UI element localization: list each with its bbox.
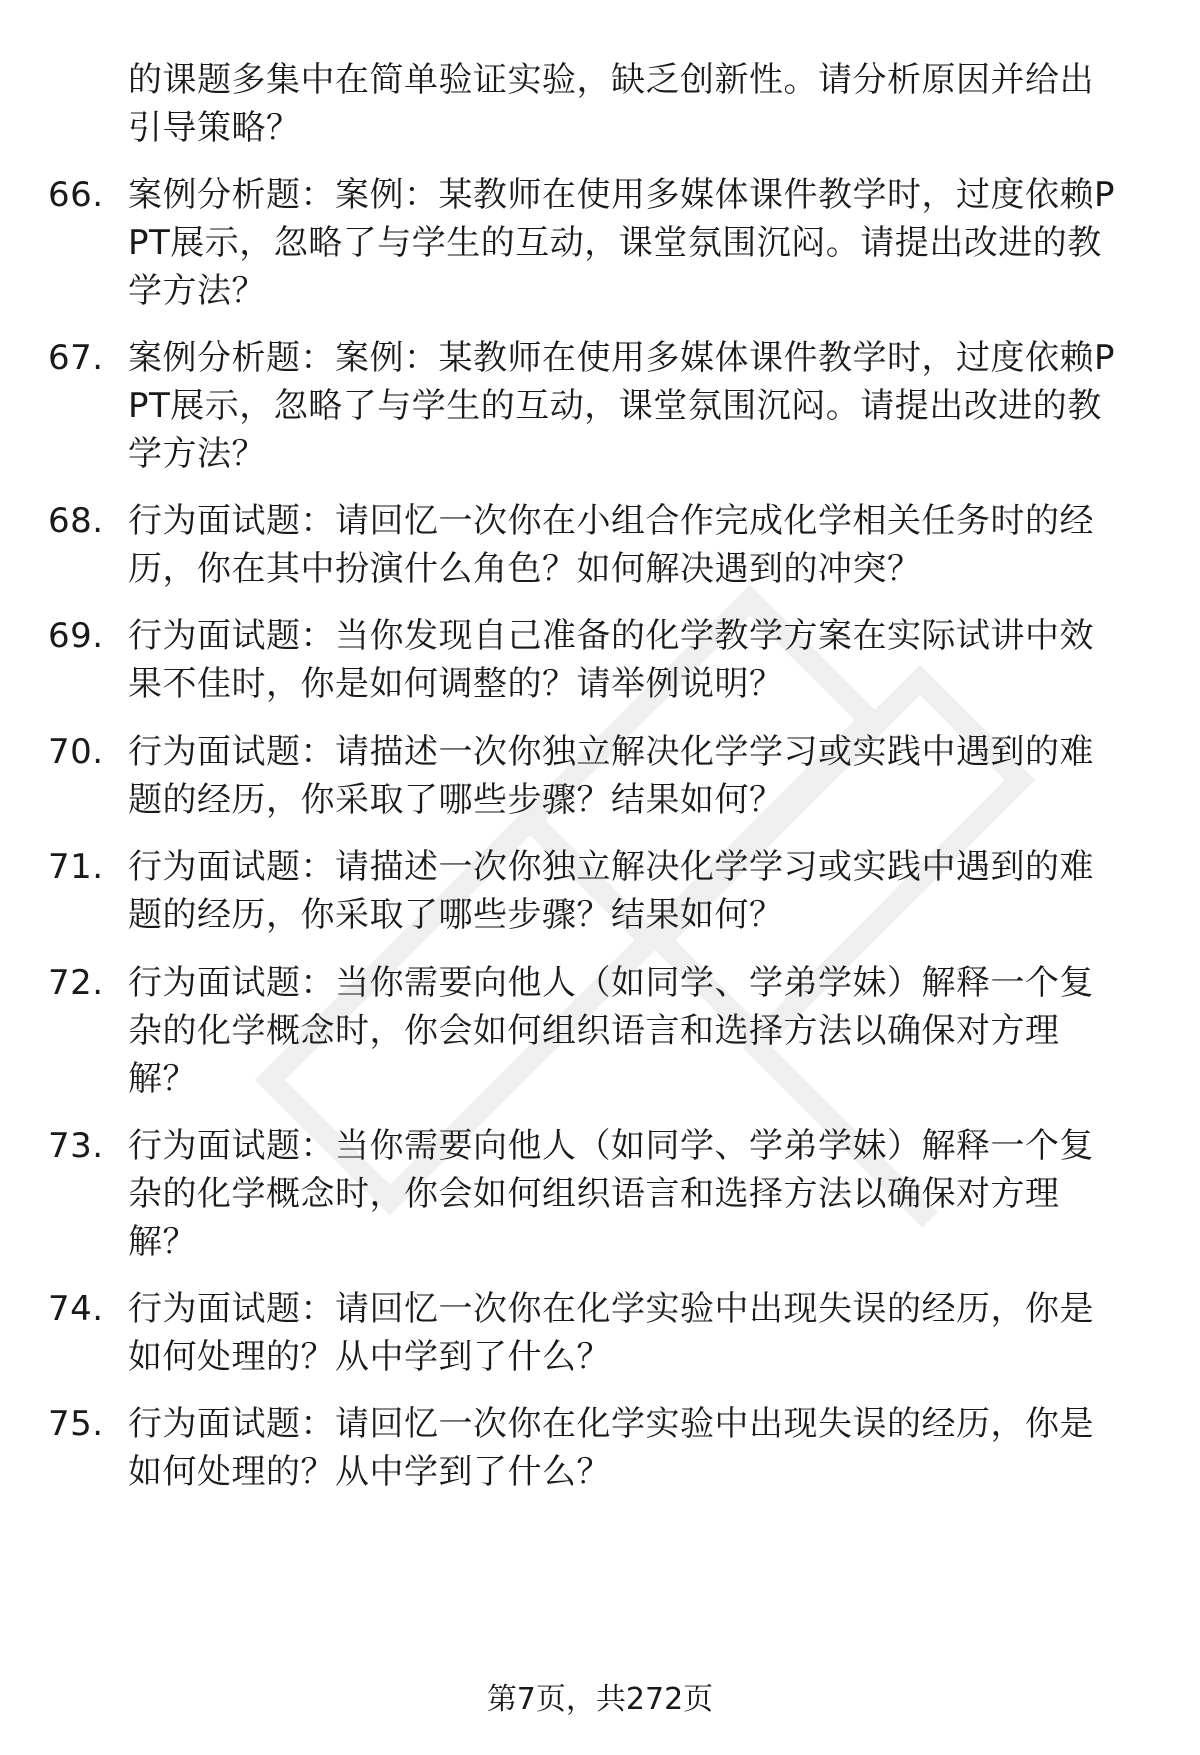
question-number: 75. [48,1404,104,1444]
question-number: 68. [48,501,104,541]
question-text: 案例分析题：案例：某教师在使用多媒体课件教学时，过度依赖PPT展示，忽略了与学生的互动，课堂氛围沉闷。请提出改进的教学方法？ [128,175,1116,311]
question-text: 行为面试题：当你发现自己准备的化学教学方案在实际试讲中效果不佳时，你是如何调整的？请举例说明？ [128,616,1094,704]
question-text: 行为面试题：当你需要向他人（如同学、学弟学妹）解释一个复杂的化学概念时，你会如何组织语言和选择方法以确保对方理解？ [128,963,1094,1099]
question-number: 66. [48,175,104,215]
question-text: 的课题多集中在简单验证实验，缺乏创新性。请分析原因并给出引导策略？ [128,60,1094,148]
question-number: 74. [48,1289,104,1329]
page-number-footer: 第7页，共272页 [486,1682,714,1717]
question-text: 行为面试题：请描述一次你独立解决化学学习或实践中遇到的难题的经历，你采取了哪些步骤？结果如何？ [128,732,1094,820]
question-number: 72. [48,963,104,1003]
question-text: 案例分析题：案例：某教师在使用多媒体课件教学时，过度依赖PPT展示，忽略了与学生的互动，课堂氛围沉闷。请提出改进的教学方法？ [128,338,1116,474]
question-text: 行为面试题：请回忆一次你在化学实验中出现失误的经历，你是如何处理的？从中学到了什么？ [128,1289,1094,1377]
question-number: 69. [48,616,104,656]
question-text: 行为面试题：请回忆一次你在小组合作完成化学相关任务时的经历，你在其中扮演什么角色？如何解决遇到的冲突？ [128,501,1094,589]
question-number: 67. [48,338,104,378]
question-number: 73. [48,1126,104,1166]
question-number: 71. [48,847,104,887]
question-text: 行为面试题：请描述一次你独立解决化学学习或实践中遇到的难题的经历，你采取了哪些步骤？结果如何？ [128,847,1094,935]
question-text: 行为面试题：当你需要向他人（如同学、学弟学妹）解释一个复杂的化学概念时，你会如何组织语言和选择方法以确保对方理解？ [128,1126,1094,1262]
question-number: 70. [48,732,104,772]
question-text: 行为面试题：请回忆一次你在化学实验中出现失误的经历，你是如何处理的？从中学到了什么？ [128,1404,1094,1492]
